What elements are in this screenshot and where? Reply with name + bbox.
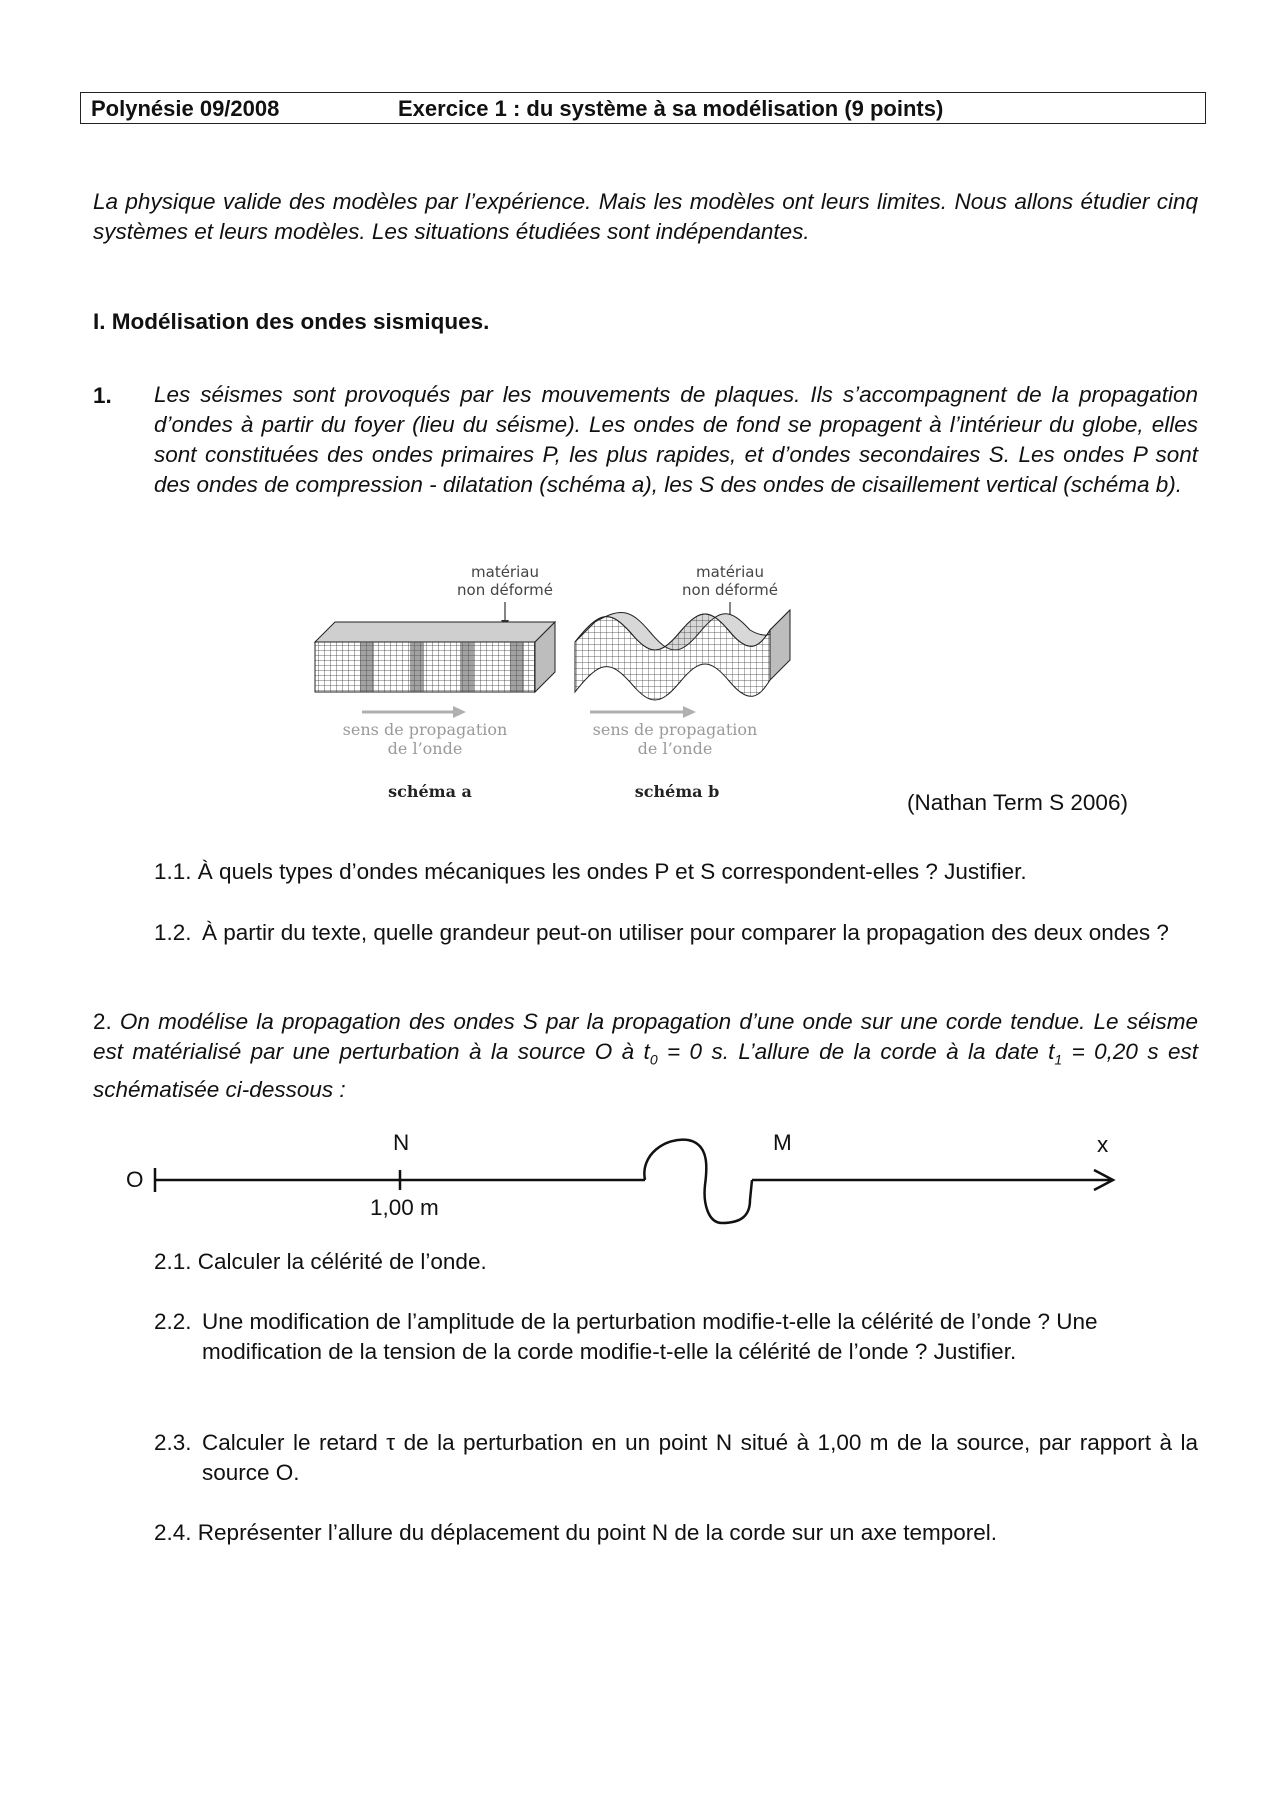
question-2-number: 2. [93, 1009, 112, 1034]
question-2 [93, 1007, 1198, 1105]
question-2-text: On modélise la propagation des ondes S par la propagation d’une onde sur une corde tendue. Le séisme est matérialisé par une perturbation à la source O à $t_0 = 0$ s. L’allure de la corde à la date $t_1 = 0,20$ s est schématisée ci-dessous : [93, 1009, 1199, 1102]
p-wave-block [315, 622, 555, 692]
caption-schema-b: schéma b [634, 782, 720, 801]
question-2-4 [154, 1518, 1198, 1548]
question-2-2 [154, 1307, 1198, 1367]
question-2-1-text: Calculer la célérité de l’onde. [197, 1249, 487, 1274]
question-2-1-number: 2.1. [154, 1249, 192, 1274]
question-1-text: Les séismes sont provoqués par les mouvements de plaques. Ils s’accompagnent de la propagation d’ondes à partir du foyer (lieu du séisme). Les ondes de fond se propagent à l’intérieur du globe, elles sont constituées des ondes primaires P, les plus rapides, et d’ondes secondaires S. Les ondes P sont des ondes de compression - dilatation (schéma a), les S des ondes de cisaillement vertical (schéma b). [154, 382, 1198, 497]
header-location-date: Polynésie 09/2008 [91, 96, 280, 121]
question-2-4-text: Représenter l’allure du déplacement du point N de la corde sur un axe temporel. [197, 1520, 998, 1545]
question-2-4-number: 2.4. [154, 1520, 192, 1545]
question-1-1-text: À quels types d’ondes mécaniques les ondes P et S correspondent-elles ? Justifier. [197, 859, 1027, 884]
label-o: O [126, 1167, 144, 1192]
s-wave-block [575, 610, 790, 700]
exercise-header [80, 92, 1206, 124]
caption-schema-a: schéma a [388, 782, 472, 801]
section-title: I. Modélisation des ondes sismiques. [93, 309, 490, 334]
waves-drawing [300, 560, 820, 810]
question-2-2-number: 2.2. [154, 1309, 192, 1334]
question-2-2-text: Une modification de l’amplitude de la perturbation modifie-t-elle la célérité de l’onde ? Une modification de la tension de la corde modifie-t-elle la célérité de l’onde ? Justifier. [202, 1309, 1098, 1364]
label-a-undeformed: matériau non déformé [457, 563, 553, 599]
rope-figure [110, 1125, 1170, 1235]
question-1-1-number: 1.1. [154, 859, 192, 884]
intro-paragraph: La physique valide des modèles par l’expérience. Mais les modèles ont leurs limites. Nous allons étudier cinq systèmes et leurs modèles. Les situations étudiées sont indépendantes. [93, 189, 1198, 244]
label-m: M [773, 1130, 792, 1155]
question-2-1 [154, 1247, 1198, 1277]
question-2-3 [154, 1428, 1198, 1488]
distance-label: 1,00 m [370, 1195, 439, 1220]
question-2-3-text: Calculer le retard τ de la perturbation en un point N situé à 1,00 m de la source, par rapport à la source O. [202, 1430, 1198, 1485]
propagation-arrow-b [590, 706, 696, 718]
propagation-label-b: sens de propagation de l’onde [592, 720, 758, 758]
rope-perturbation [644, 1140, 752, 1223]
propagation-label-a: sens de propagation de l’onde [342, 720, 508, 758]
label-n: N [393, 1130, 410, 1155]
rope-drawing [110, 1125, 1170, 1235]
label-x: x [1097, 1132, 1109, 1157]
label-b-undeformed: matériau non déformé [682, 563, 778, 599]
figure-source: (Nathan Term S 2006) [907, 790, 1128, 815]
question-1-2-number: 1.2. [154, 920, 192, 945]
question-1-2-text: À partir du texte, quelle grandeur peut-on utiliser pour comparer la propagation des deux ondes ? [202, 920, 1169, 945]
propagation-arrow-a [362, 706, 466, 718]
question-1-1 [154, 857, 1198, 887]
seismic-wave-figure [300, 560, 820, 810]
header-exercise-title: Exercice 1 : du système à sa modélisation (9 points) [398, 96, 944, 121]
question-1-2 [154, 918, 1198, 948]
question-2-3-number: 2.3. [154, 1430, 192, 1455]
question-1-number: 1. [93, 383, 112, 408]
